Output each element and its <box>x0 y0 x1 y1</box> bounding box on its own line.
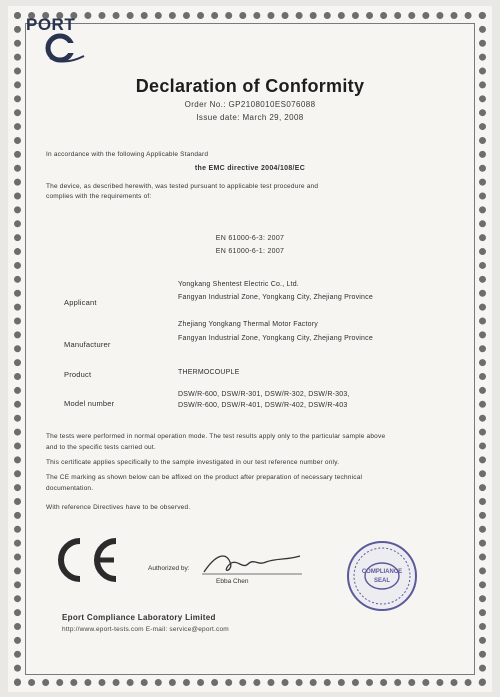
signature-icon <box>196 548 306 578</box>
signatory-name: Ebba Chen <box>216 578 249 585</box>
note-line-1: The tests were performed in normal operation mode. The test results apply only to the particular sample above <box>46 433 386 440</box>
compliance-text-1: The device, as described herewith, was tested pursuant to applicable test procedure and <box>46 183 319 190</box>
lab-name: Eport Compliance Laboratory Limited <box>62 613 216 622</box>
applicant-address: Fangyan Industrial Zone, Yongkang City, Zhejiang Province <box>178 294 373 301</box>
applicant-name: Yongkang Shentest Electric Co., Ltd. <box>178 281 299 288</box>
logo-text: PORT <box>26 15 76 34</box>
standard-1: EN 61000-6-3: 2007 <box>215 235 285 242</box>
applicant-label: Applicant <box>64 298 97 307</box>
compliance-seal-icon <box>346 540 418 612</box>
order-number: Order No.: GP2108010ES076088 <box>184 100 316 109</box>
issue-date: Issue date: March 29, 2008 <box>196 113 304 122</box>
seal-text-2: SEAL <box>373 578 390 584</box>
lab-address: http://www.eport-tests.com E-mail: service@eport.com <box>62 626 229 633</box>
note-line-2: and to the specific tests carried out. <box>46 444 156 451</box>
product-value: THERMOCOUPLE <box>178 369 240 376</box>
eport-logo-icon <box>44 30 134 70</box>
seal-text-1: COMPLIANCE <box>361 569 403 575</box>
model-line-2: DSW/R-600, DSW/R-401, DSW/R-402, DSW/R-403 <box>178 402 348 409</box>
directive-text: the EMC directive 2004/108/EC <box>194 165 306 172</box>
manufacturer-address: Fangyan Industrial Zone, Yongkang City, Zhejiang Province <box>178 335 373 342</box>
product-label: Product <box>64 370 92 379</box>
note-line-4: The CE marking as shown below can be affixed on the product after preparation of necessary technical <box>46 474 363 481</box>
intro-text: In accordance with the following Applicable Standard <box>46 151 209 158</box>
model-line-1: DSW/R-600, DSW/R-301, DSW/R-302, DSW/R-303, <box>178 391 350 398</box>
ce-mark-icon <box>52 535 122 585</box>
document-title: Declaration of Conformity <box>135 76 365 96</box>
authorized-label: Authorized by: <box>148 565 190 572</box>
note-line-5: documentation. <box>46 485 94 492</box>
model-label: Model number <box>64 399 115 408</box>
note-line-3: This certificate applies specifically to the sample investigated in our test reference number only. <box>46 459 340 466</box>
note-line-6: With reference Directives have to be observed. <box>46 504 191 511</box>
manufacturer-label: Manufacturer <box>64 340 111 349</box>
manufacturer-name: Zhejiang Yongkang Thermal Motor Factory <box>178 321 318 328</box>
compliance-text-2: complies with the requirements of: <box>46 193 152 200</box>
standard-2: EN 61000-6-1: 2007 <box>215 248 285 255</box>
